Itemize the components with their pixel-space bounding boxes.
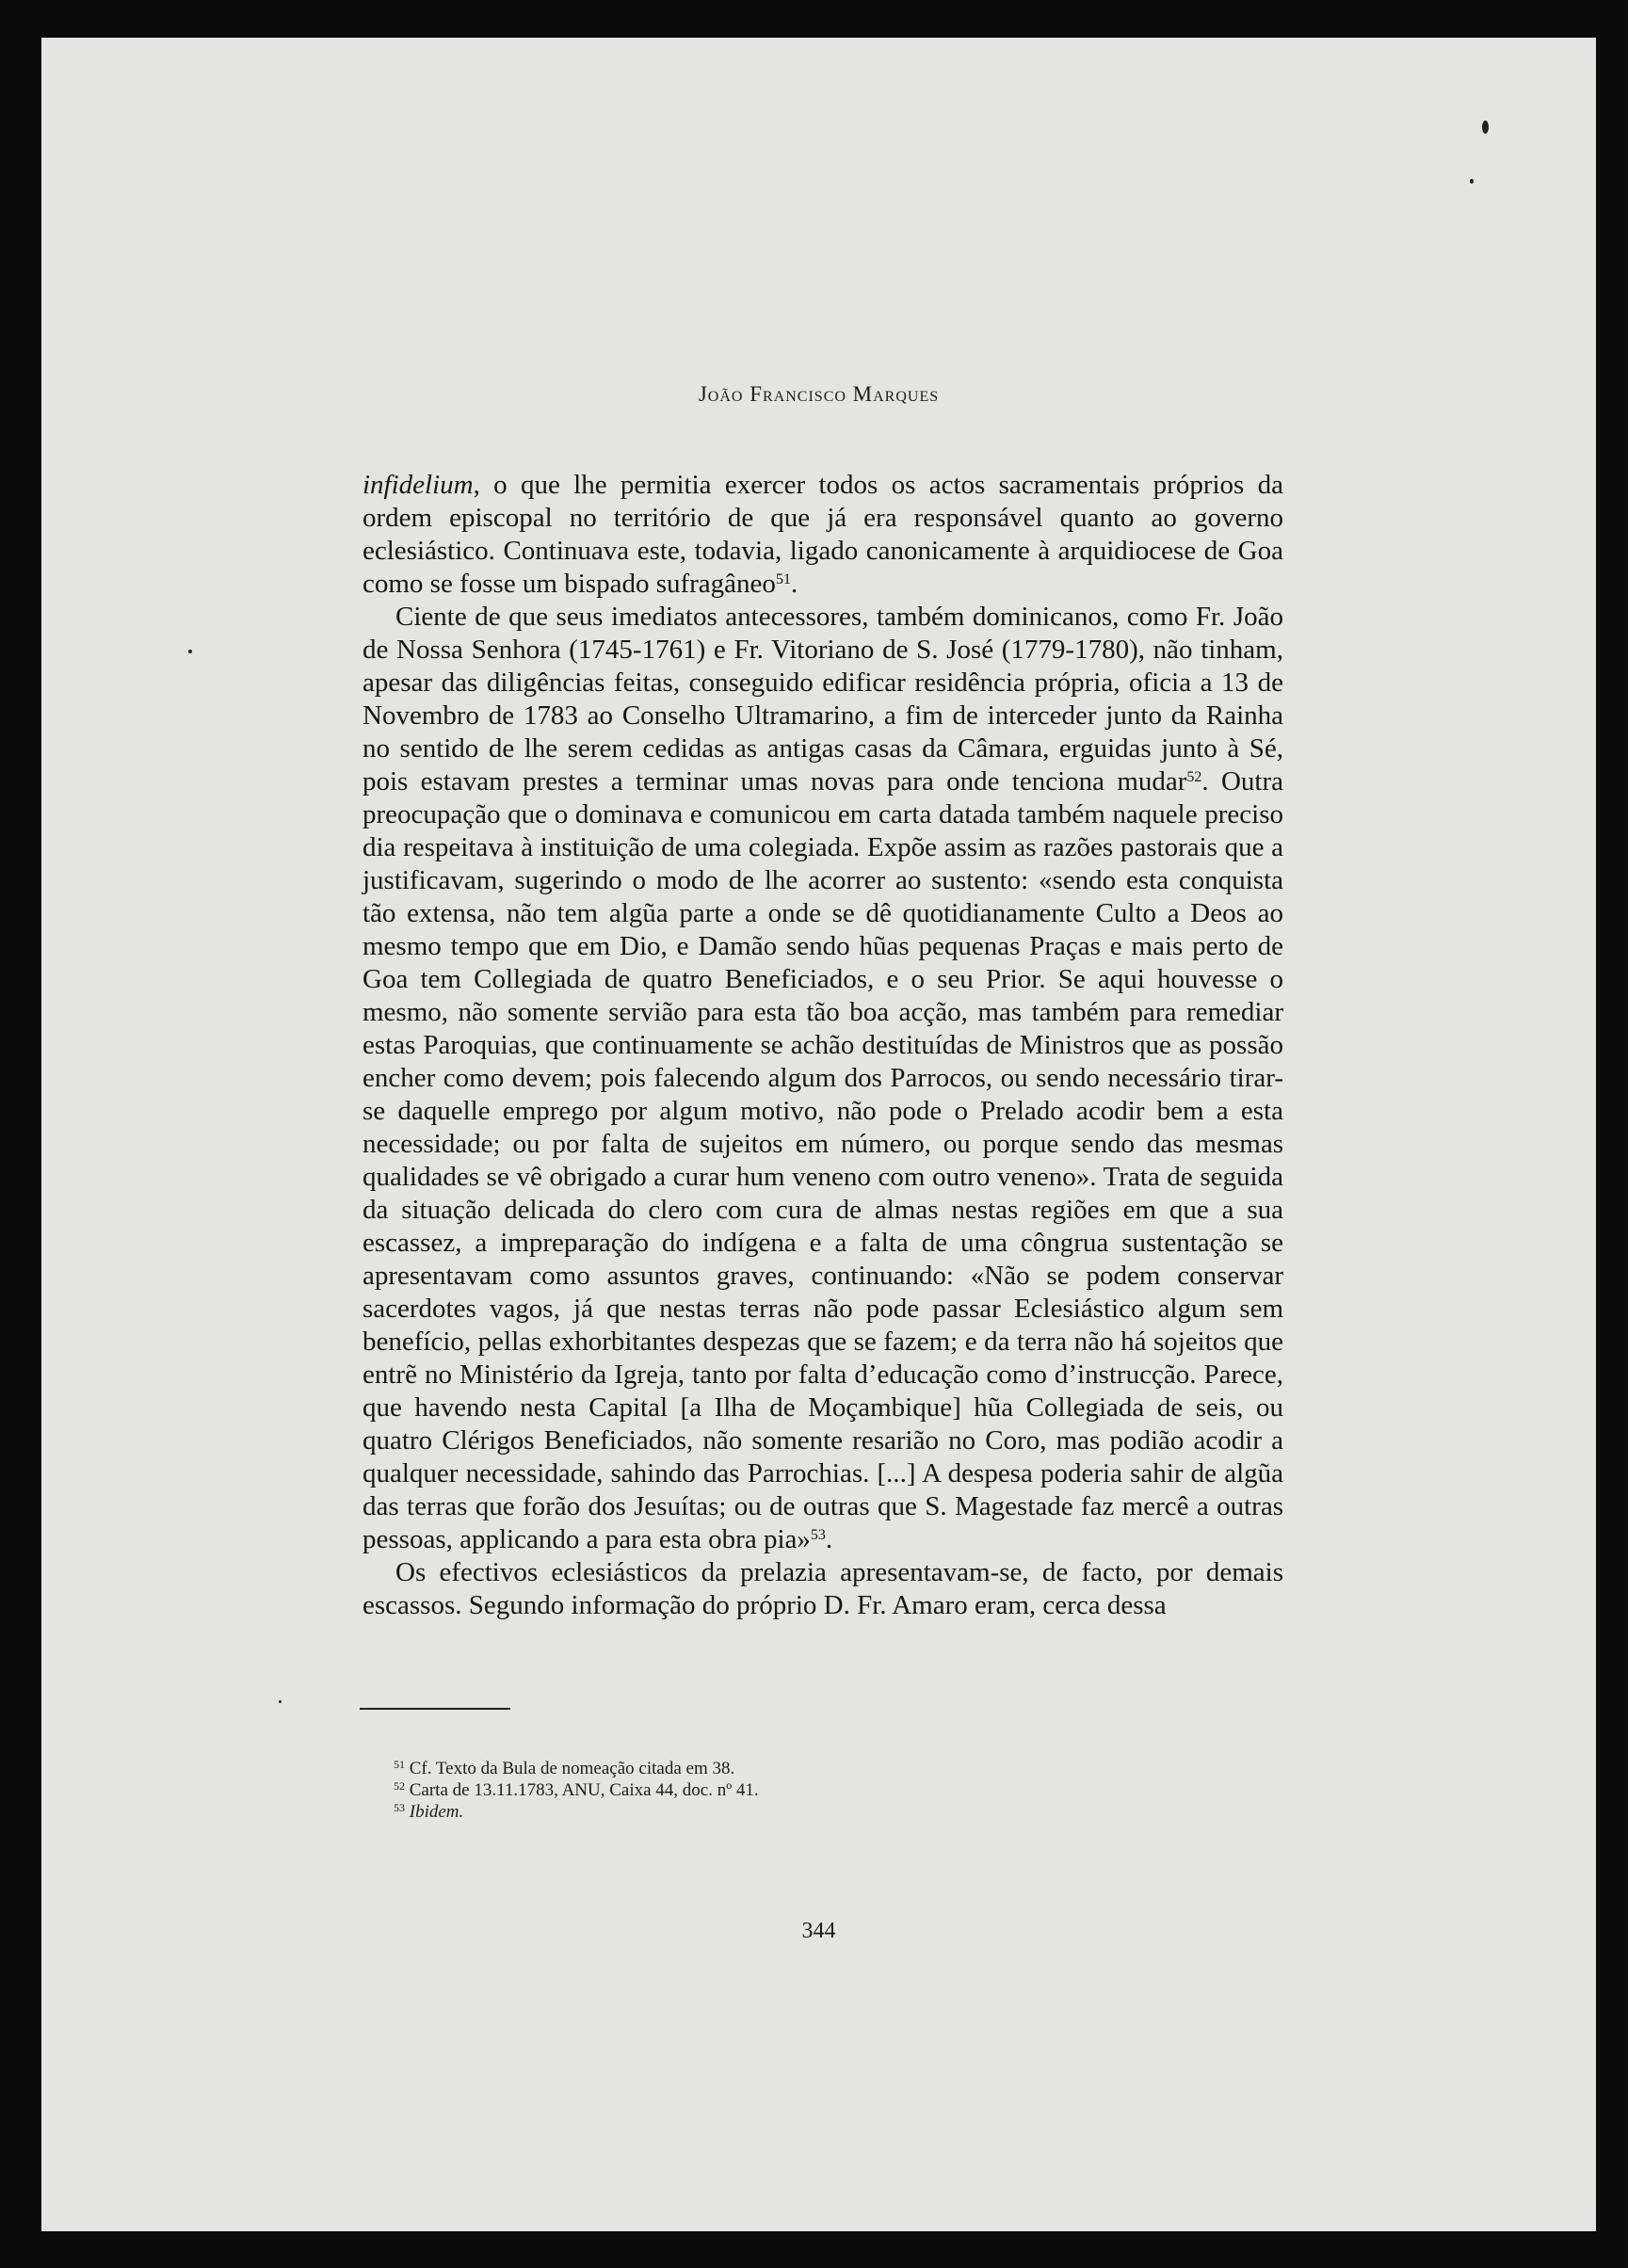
footnote-ref: 51 [775, 571, 791, 587]
footnote-rule [360, 1708, 510, 1710]
scanned-page [41, 38, 1596, 2231]
latin-term: infidelium [363, 470, 474, 500]
page-number: 344 [801, 1919, 836, 1943]
footnote-number: 52 [394, 1779, 405, 1793]
footnote-number: 51 [394, 1758, 405, 1771]
footnote [394, 1758, 1241, 1779]
running-head: João Francisco Marques [698, 382, 940, 406]
scan-speck [1482, 121, 1489, 134]
paragraph-tail: . [790, 569, 798, 599]
footnote-text: Ibidem. [409, 1802, 464, 1822]
body-text [363, 469, 1283, 1622]
footnote [394, 1801, 1241, 1823]
paragraph-1 [363, 469, 1283, 601]
scan-speck [279, 1700, 282, 1703]
footnote-text: Cf. Texto da Bula de nomeação citada em 38. [409, 1759, 735, 1778]
paragraph-text: , o que lhe permitia exercer todos os actos sacramentais próprios da ordem episcopal no território de que já era responsável quanto ao governo eclesiástico. Continuava este, todavia, ligado canonicamente à arquidiocese de Goa como se fosse um bispado sufragâneo [363, 470, 1283, 599]
paragraph-2 [363, 601, 1283, 1556]
paragraph-tail: . [825, 1524, 833, 1554]
paragraph-text: . Outra preocupação que o dominava e comunicou em carta datada também naquele preciso dia respeitava à instituição de uma colegiada. Expõe assim as razões pastorais que a justificavam, sugerindo o modo de lhe acorrer ao sustento: «sendo esta conquista tão extensa, não tem algũa parte a onde se dê quotidianamente Culto a Deos ao mesmo tempo que em Dio, e Damão sendo hũas pequenas Praças e mais perto de Goa tem Collegiada de quatro Beneficiados, e o seu Prior. Se aqui houvesse o mesmo, não somente servião para esta tão boa acção, mas também para remediar estas Paroquias, que continuamente se achão destituídas de Ministros que as possão encher como devem; pois falecendo algum dos Parrocos, ou sendo necessário tirar-se daquelle emprego por algum motivo, não pode o Prelado acodir bem a esta necessidade; ou por falta de sujeitos em número, ou porque sendo das mesmas qualidades se vê obrigado a curar hum veneno com outro veneno». Trata de seguida da situação delicada do clero com cura de almas nestas regiões em que a sua escassez, a impreparação do indígena e a falta de uma côngrua sustentação se apresentavam como assuntos graves, continuando: «Não se podem conservar sacerdotes vagos, já que nestas terras não pode passar Eclesiástico algum sem benefício, pellas exhorbitantes despezas que se fazem; e da terra não há sojeitos que entrẽ no Ministério da Igreja, tanto por falta d’educação como d’instrucção. Parece, que havendo nesta Capital [a Ilha de Moçambique] hũa Collegiada de seis, ou quatro Clérigos Beneficiados, não somente resarião no Coro, mas podião acodir a qualquer necessidade, sahindo das Parrochias. [...] A despesa poderia sahir de algũa das terras que forão dos Jesuítas; ou de outras que S. Magestade faz mercê a outras pessoas, applicando a para esta obra pia» [363, 766, 1283, 1554]
scan-speck [1470, 179, 1474, 184]
footnote-ref: 52 [1186, 769, 1202, 785]
footnotes [394, 1758, 1241, 1823]
footnote-text: Carta de 13.11.1783, ANU, Caixa 44, doc. nº 41. [409, 1780, 759, 1800]
paragraph-text: Os efectivos eclesiásticos da prelazia apresentavam-se, de facto, por demais escassos. Segundo informação do próprio D. Fr. Amaro eram, cerca dessa [363, 1557, 1283, 1620]
footnote [394, 1779, 1241, 1801]
scan-speck [188, 650, 192, 653]
footnote-ref: 53 [810, 1527, 826, 1543]
paragraph-text: Ciente de que seus imediatos antecessores, também dominicanos, como Fr. João de Nossa Senhora (1745-1761) e Fr. Vitoriano de S. José (1779-1780), não tinham, apesar das diligências feitas, conseguido edificar residência própria, oficia a 13 de Novembro de 1783 ao Conselho Ultramarino, a fim de interceder junto da Rainha no sentido de lhe serem cedidas as antigas casas da Câmara, erguidas junto à Sé, pois estavam prestes a terminar umas novas para onde tenciona mudar [363, 602, 1283, 796]
paragraph-3 [363, 1556, 1283, 1622]
footnote-number: 53 [394, 1801, 405, 1814]
